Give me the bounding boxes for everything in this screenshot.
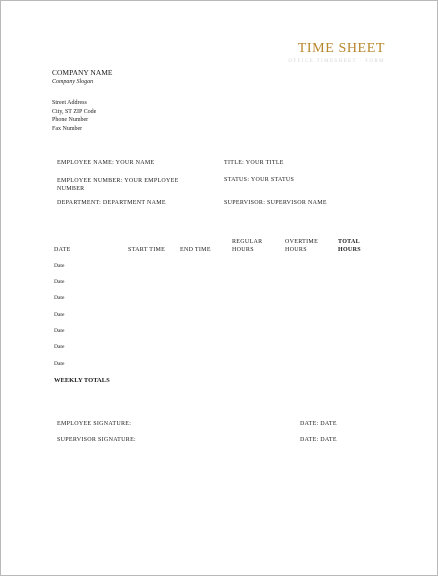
page-title: TIME SHEET [297,41,385,56]
column-header-date: DATE [54,247,71,253]
street-address: Street Address [52,100,87,106]
employee-signature-date: DATE: DATE [300,421,337,427]
weekly-totals-label: WEEKLY TOTALS [54,377,110,384]
table-row-date: Date [54,263,65,269]
department-field: DEPARTMENT: DEPARTMENT NAME [57,200,166,206]
company-slogan: Company Slogan [52,79,94,85]
table-row-date: Date [54,361,65,367]
fax-number: Fax Number [52,125,83,132]
faint-subtitle: OFFICE TIMESHEET · FORM [288,59,385,64]
column-header-regular-hours: REGULAR HOURS [232,239,263,253]
employee-name-field: EMPLOYEE NAME: YOUR NAME [57,160,155,166]
supervisor-field: SUPERVISOR: SUPERVISOR NAME [224,200,327,206]
phone-number: Phone Number [52,117,89,123]
status-field: STATUS: YOUR STATUS [224,177,295,183]
table-row-date: Date [54,328,65,334]
title-field: TITLE: YOUR TITLE [224,160,284,166]
company-address [52,99,96,133]
employee-number-field: EMPLOYEE NUMBER: YOUR EMPLOYEE NUMBER [57,178,179,192]
supervisor-signature-field: SUPERVISOR SIGNATURE: [57,437,136,443]
column-header-start-time: START TIME [128,247,166,253]
column-header-overtime-hours: OVERTIME HOURS [285,239,319,253]
table-row-date: Date [54,279,65,285]
table-row-date: Date [54,312,65,318]
table-row-date: Date [54,295,65,301]
supervisor-signature-date: DATE: DATE [300,437,337,443]
city-state-zip: City, ST ZIP Code [52,108,97,115]
table-row-date: Date [54,344,65,350]
company-name: COMPANY NAME [52,68,113,77]
column-header-end-time: END TIME [180,247,211,253]
employee-signature-field: EMPLOYEE SIGNATURE: [57,421,132,427]
column-header-total-hours: TOTAL HOURS [338,239,361,253]
